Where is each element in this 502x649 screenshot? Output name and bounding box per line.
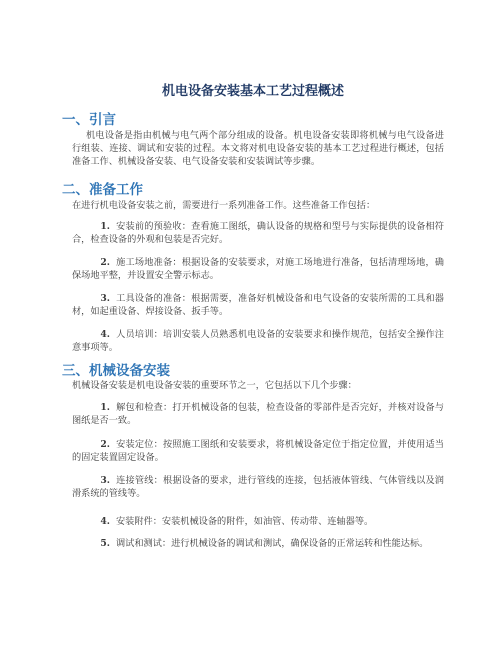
list-item-number: 1.	[100, 221, 110, 232]
list-item-number: 4.	[100, 516, 110, 527]
list-item-number: 3.	[100, 475, 110, 486]
list-item-text: 调试和测试：进行机械设备的调试和测试，确保设备的正常运转和性能达标。	[116, 538, 429, 549]
list-item-text: 工具设备的准备：根据需要，准备好机械设备和电气设备的安装所需的工具和器材，如起重设备、焊接设备、扳手等。	[72, 293, 444, 317]
section-heading-preparation: 二、准备工作	[62, 182, 143, 198]
list-item	[72, 328, 444, 354]
list-item	[72, 292, 444, 318]
list-item-text: 安装前的预验收：查看施工图纸，确认设备的规格和型号与实际提供的设备相符合，检查设备的外观和包装是否完好。	[72, 221, 444, 245]
list-item	[72, 474, 444, 500]
list-item	[72, 220, 444, 246]
list-item-text: 安装附件：安装机械设备的附件，如油管、传动带、连轴器等。	[116, 516, 374, 527]
list-item-text: 安装定位：按照施工图纸和安装要求，将机械设备定位于指定位置，并使用适当的固定装置固定设备。	[72, 439, 444, 463]
list-item-number: 1.	[100, 402, 110, 413]
list-item	[72, 401, 444, 427]
list-item-text: 施工场地准备：根据设备的安装要求，对施工场地进行准备，包括清理场地，确保场地平整，并设置安全警示标志。	[72, 257, 444, 281]
list-item-number: 2.	[100, 257, 110, 268]
list-item-text: 连接管线：根据设备的要求，进行管线的连接，包括液体管线、气体管线以及润滑系统的管线等。	[72, 475, 444, 499]
section-heading-mechanical-installation: 三、机械设备安装	[62, 363, 170, 379]
list-item-number: 4.	[100, 329, 110, 340]
list-item-number: 3.	[100, 293, 110, 304]
list-item	[72, 438, 444, 464]
section-heading-introduction: 一、引言	[62, 112, 116, 128]
list-item-number: 2.	[100, 439, 110, 450]
list-item	[72, 256, 444, 282]
list-item	[72, 515, 444, 528]
section-paragraph-introduction: 机电设备是指由机械与电气两个部分组成的设备。机电设备安装即将机械与电气设备进行组装、连接、调试和安装的过程。本文将对机电设备安装的基本工艺过程进行概述，包括准备工作、机械设备安装、电气设备安装和安装调试等步骤。	[72, 130, 444, 167]
section-paragraph-mechanical-installation: 机械设备安装是机电设备安装的重要环节之一，它包括以下几个步骤：	[72, 380, 357, 391]
list-item	[72, 537, 444, 550]
list-item-text: 解包和检查：打开机械设备的包装，检查设备的零部件是否完好，并核对设备与图纸是否一致。	[72, 402, 444, 426]
list-item-number: 5.	[100, 538, 110, 549]
section-paragraph-preparation: 在进行机电设备安装之前，需要进行一系列准备工作。这些准备工作包括：	[72, 200, 376, 211]
document-title: 机电设备安装基本工艺过程概述	[161, 84, 344, 99]
list-item-text: 人员培训：培训安装人员熟悉机电设备的安装要求和操作规范，包括安全操作注意事项等。	[72, 329, 444, 353]
